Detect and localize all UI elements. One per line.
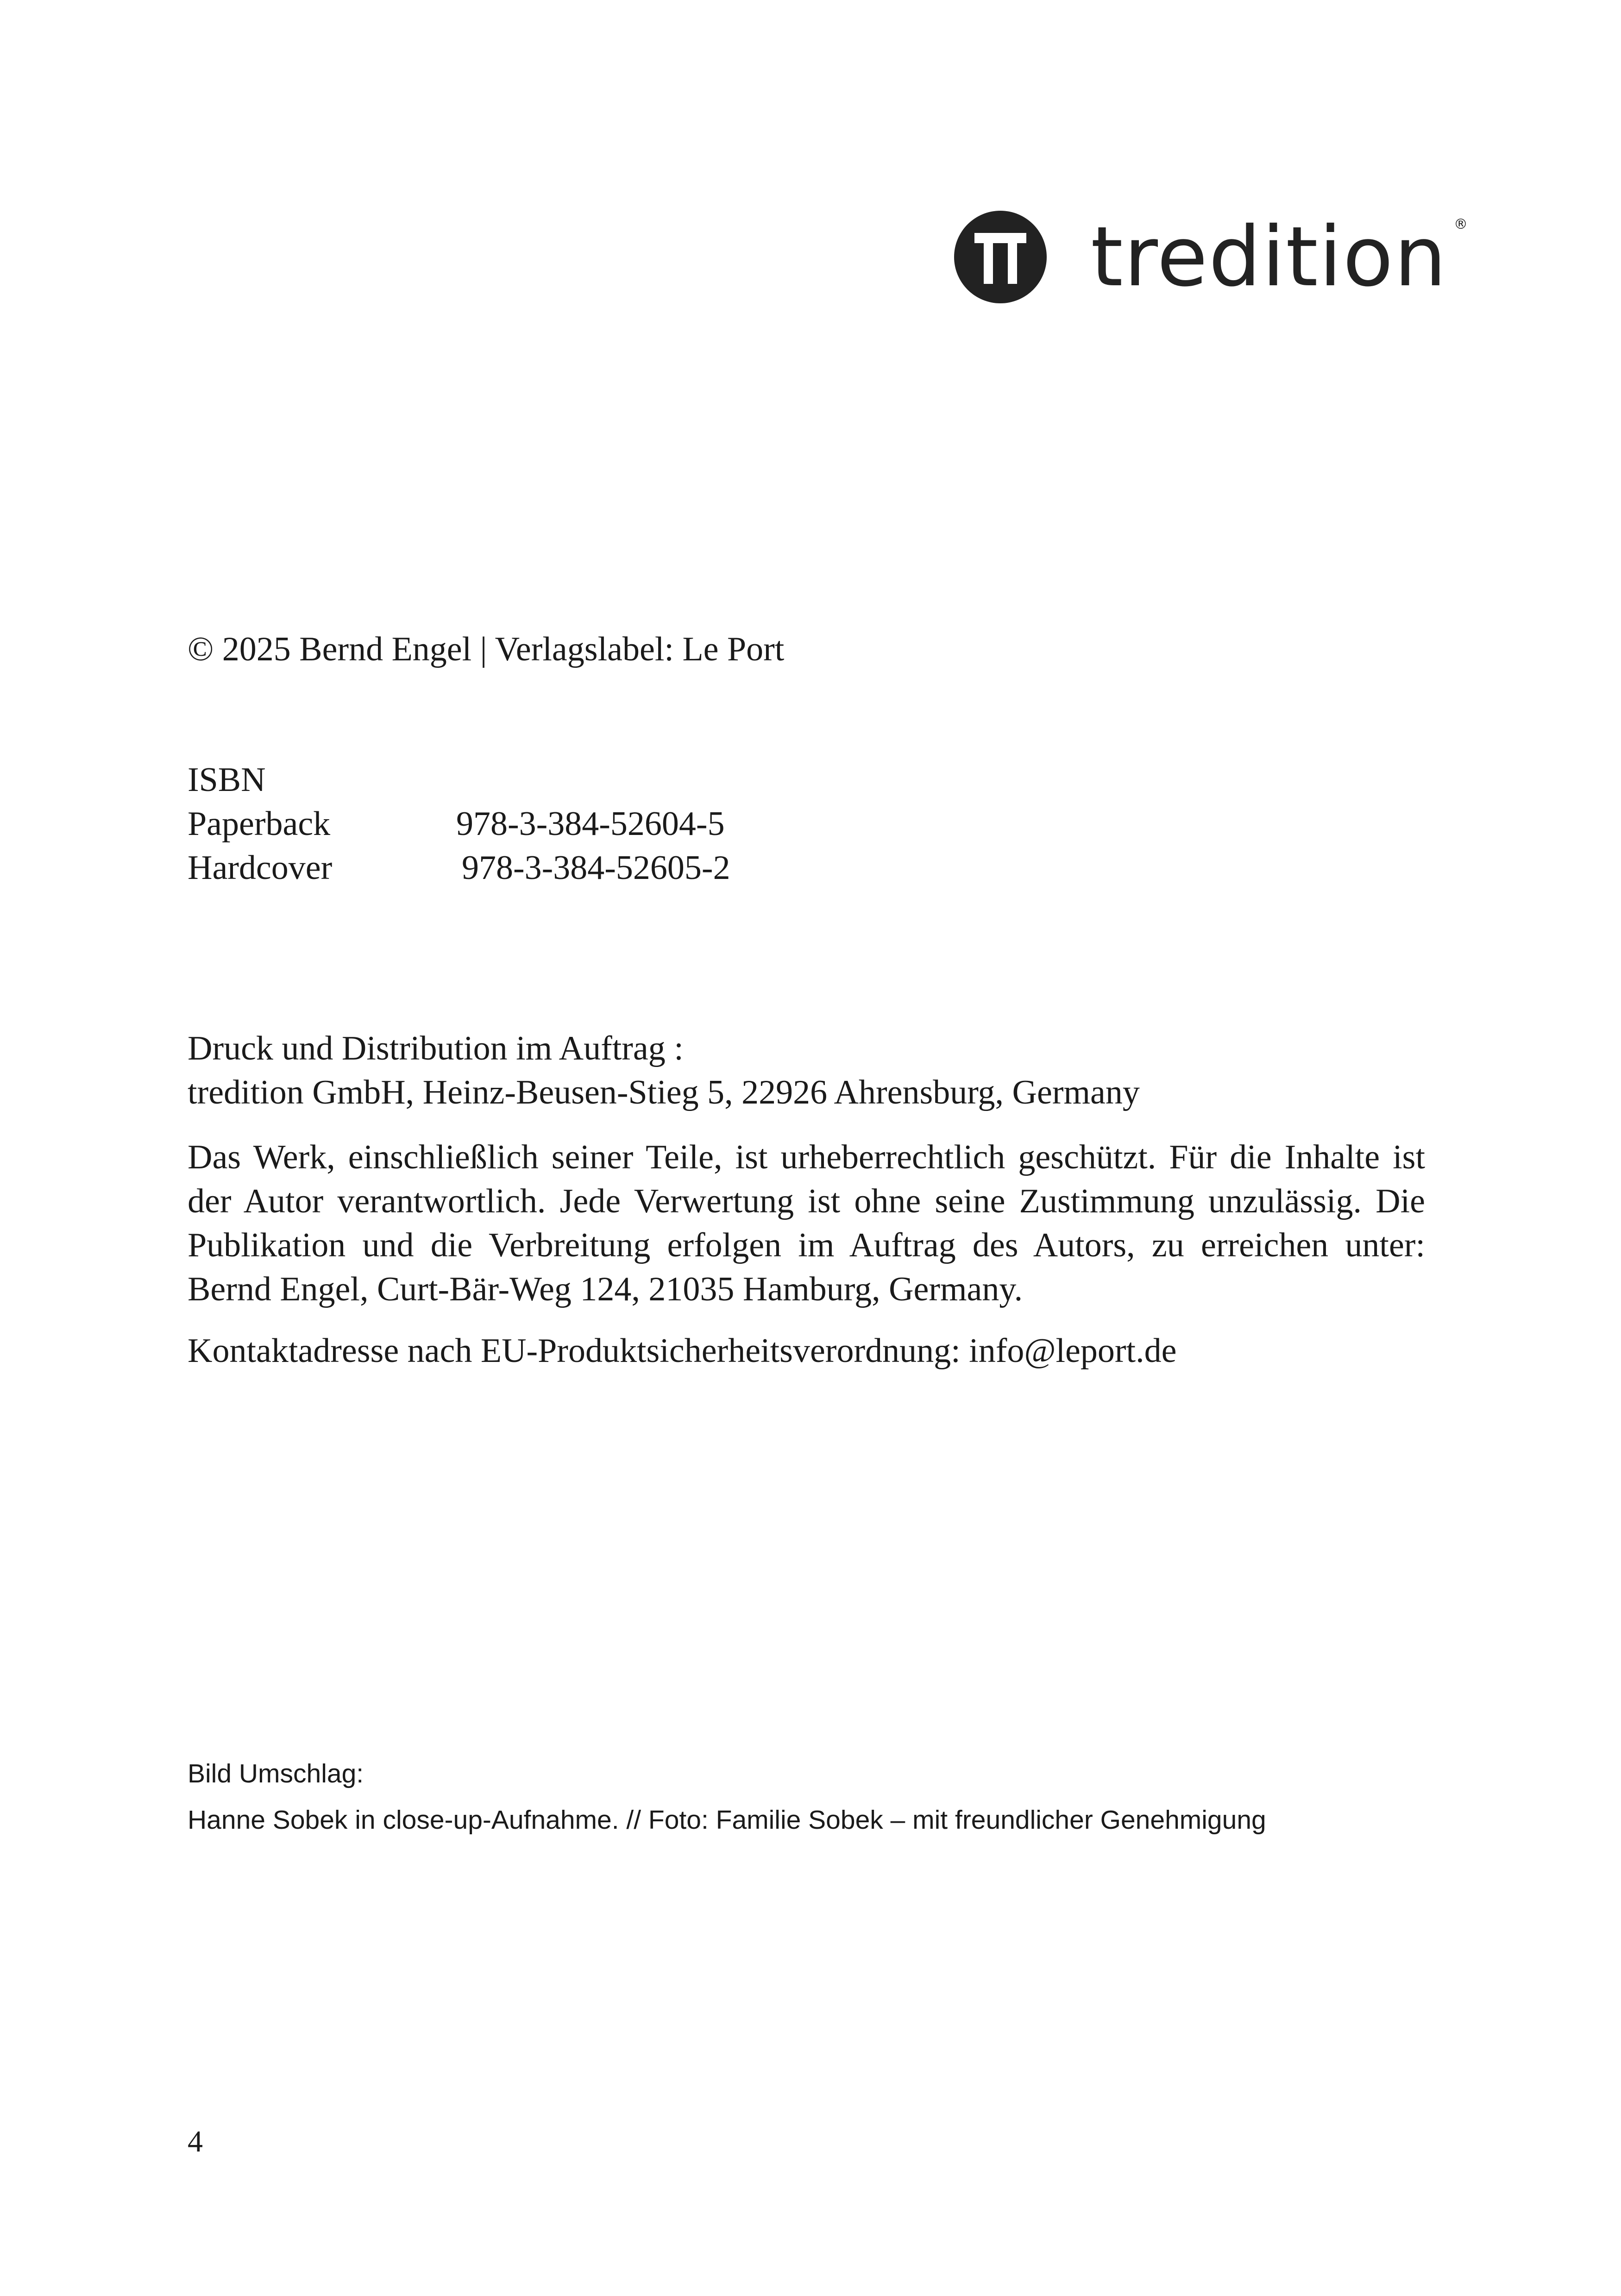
page-number: 4: [188, 2125, 203, 2158]
isbn-label: Paperback: [188, 805, 331, 843]
isbn-row-paperback: [188, 802, 1425, 846]
copyright-line: © 2025 Bernd Engel | Verlagslabel: Le Port: [188, 630, 785, 668]
cover-credit-title: Bild Umschlag:: [188, 1759, 364, 1788]
logo-wordmark-text: tredition: [1091, 209, 1447, 305]
cover-credit-text: Hanne Sobek in close-up-Aufnahme. // Foto: Familie Sobek – mit freundlicher Genehmigung: [188, 1805, 1266, 1835]
rights-paragraph: Das Werk, einschließlich seiner Teile, ist urheberrechtlich geschützt. Für die Inhalte ist der Autor verantwortlich. Jede Verwertung ist ohne seine Zustimmung unzulässig. Die Publikation und die Verbreitung erfolgen im Auftrag des Autors, zu erreichen unter: Bernd Engel, Curt-Bär-Weg 124, 21035 Hamburg, Germany.: [188, 1138, 1425, 1308]
isbn-value: 978-3-384-52604-5: [456, 805, 725, 843]
registered-mark: ®: [1453, 216, 1469, 232]
contact-line: Kontaktadresse nach EU-Produktsicherheitsverordnung: info@leport.de: [188, 1332, 1177, 1370]
isbn-value: 978-3-384-52605-2: [462, 849, 730, 887]
logo-wordmark: [1091, 209, 1469, 305]
imprint-section: [188, 1027, 1425, 1115]
isbn-heading: ISBN: [188, 761, 266, 799]
isbn-section: [188, 758, 1425, 890]
publisher-logo: [954, 199, 1469, 315]
isbn-label: Hardcover: [188, 849, 333, 887]
tredition-logo-icon: [954, 211, 1047, 303]
isbn-row-hardcover: [188, 846, 1425, 890]
imprint-line-2: tredition GmbH, Heinz-Beusen-Stieg 5, 22926 Ahrensburg, Germany: [188, 1073, 1140, 1111]
imprint-line-1: Druck und Distribution im Auftrag :: [188, 1029, 684, 1067]
